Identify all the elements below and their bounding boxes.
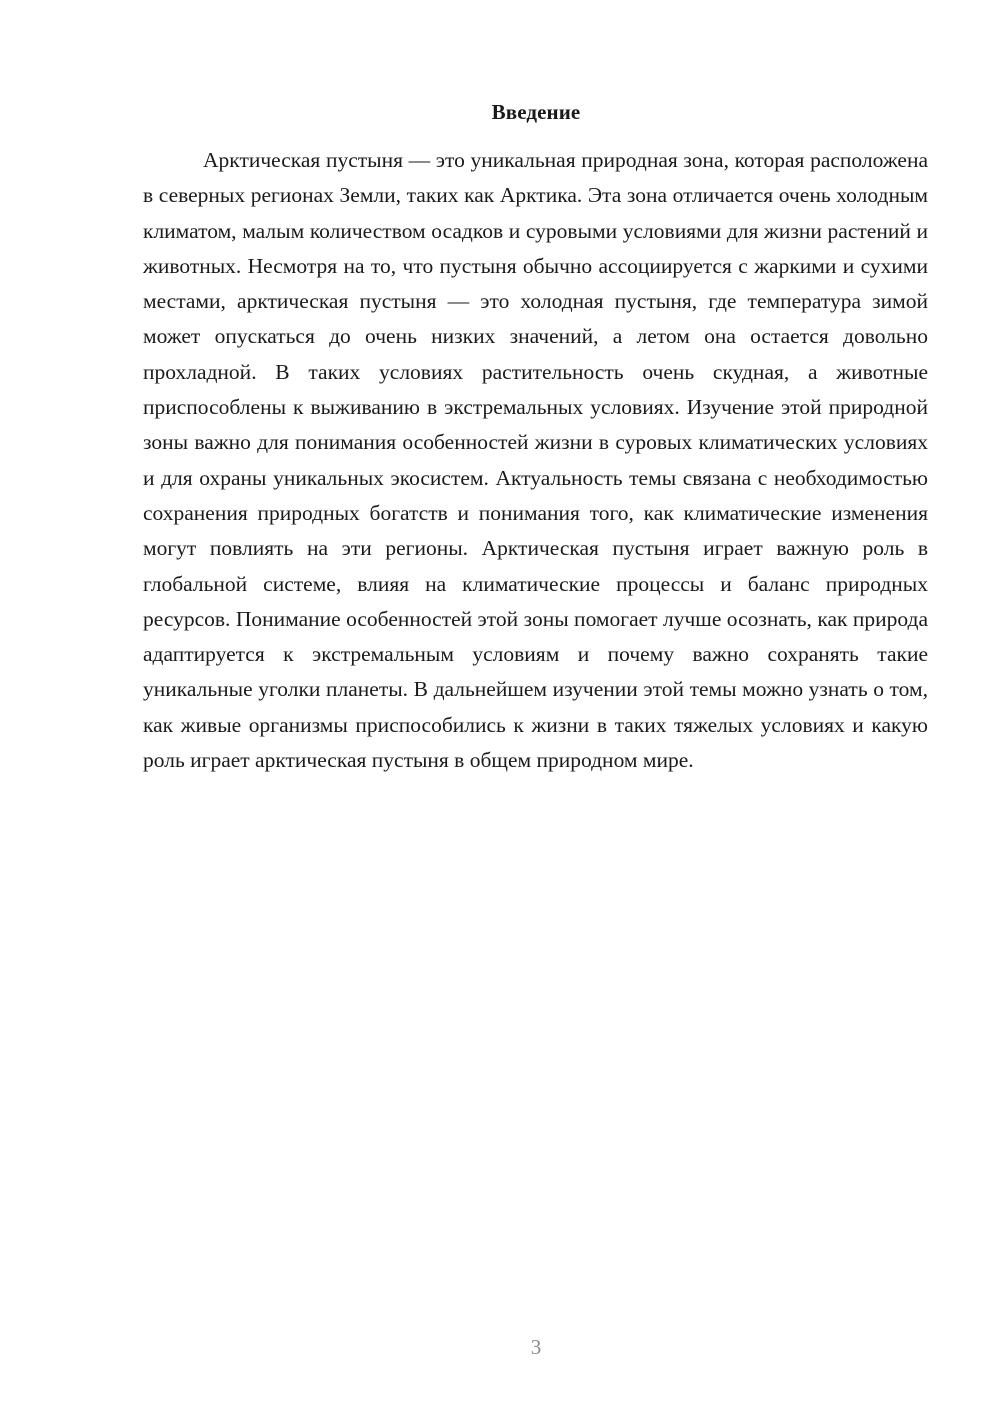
body-paragraph: Арктическая пустыня — это уникальная природная зона, которая расположена в северных регионах Земли, таких как Арктика. Эта зона отличается очень холодным климатом, малым количеством осадков и суровыми условиями для жизни растений и животных. Несмотря на то, что пустыня обычно ассоциируется с жаркими и сухими местами, арктическая пустыня — это холодная пустыня, где температура зимой может опускаться до очень низких значений, а летом она остается довольно прохладной. В таких условиях растительность очень скудная, а животные приспособлены к выживанию в экстремальных условиях. Изучение этой природной зоны важно для понимания особенностей жизни в суровых климатических условиях и для охраны уникальных экосистем. Актуальность темы связана с необходимостью сохранения природных богатств и понимания того, как климатические изменения могут повлиять на эти регионы. Арктическая пустыня играет важную роль в глобальной системе, влияя на климатические процессы и баланс природных ресурсов. Понимание особенностей этой зоны помогает лучше осознать, как природа адаптируется к экстремальным условиям и почему важно сохранять такие уникальные уголки планеты. В дальнейшем изучении этой темы можно узнать о том, как живые организмы приспособились к жизни в таких тяжелых условиях и какую роль играет арктическая пустыня в общем природном мире. <box>143 148 928 773</box>
section-heading: Введение <box>491 100 581 124</box>
page-number: 3 <box>530 1335 542 1359</box>
